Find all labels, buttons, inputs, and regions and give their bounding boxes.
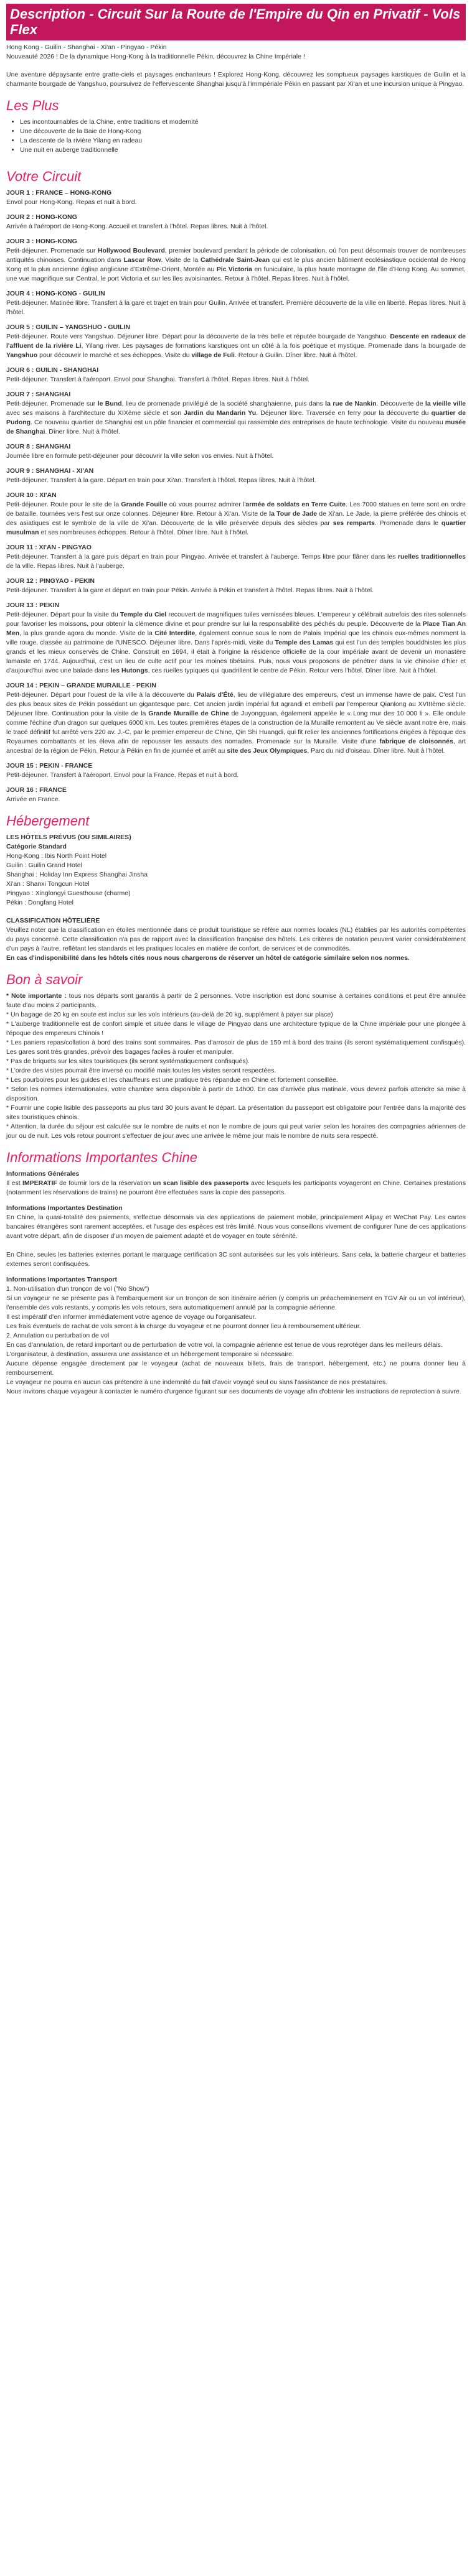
info-block-text: Il est IMPERATIF de fournir lors de la réservation un scan lisible des passeports avec lesquels les participants voyageront en Chine. Certaines prestations (notamment les réservations de trains) ne pourront être effectuées sans la copie des passeports. — [6, 1179, 466, 1196]
plus-item: • Les incontournables de la Chine, entre traditions et modernité — [20, 118, 466, 127]
hotel-line: Xi'an : Shanxi Tongcun Hotel — [6, 880, 90, 888]
day-title: JOUR 4 : HONG-KONG - GUILIN — [6, 290, 105, 297]
note-line: * Les paniers repas/collation à bord des trains sont sommaires. Pas d'arrosoir de plus de 150 ml à bord des trains (ils seront systématiquement confisqués). Les gares sont très grandes, prévoir des bagages faciles à rouler et manipuler. — [6, 1039, 466, 1056]
day-block — [6, 213, 466, 231]
note-line: * L'auberge traditionnelle est de confort simple et située dans le village de Pingyao dans une architecture typique de la Chine impériale pour une plongée à l'époque des empereurs Chinois ! — [6, 1020, 466, 1037]
day-text: Arrivée à l'aéroport de Hong-Kong. Accueil et transfert à l'hôtel. Repas libres. Nuit à l'hôtel. — [6, 223, 268, 230]
day-block — [6, 323, 466, 360]
intro-route: Hong Kong - Guilin - Shanghai - Xi'an - Pingyao - Pékin — [6, 44, 167, 51]
hotel-list — [6, 852, 466, 908]
day-block — [6, 601, 466, 676]
day-title: JOUR 8 : SHANGHAI — [6, 443, 71, 450]
day-text: Petit-déjeuner. Promenade sur le Bund, lieu de promenade privilégié de la société shanghaienne, puis dans la rue de Nankin. Découverte de la vieille ville avec ses maisons à l'architecture du XIXème siècle et son Jardin du Mandarin Yu. Déjeuner libre. Traversée en ferry pour la découverte du quartier de Pudong. Ce nouveau quartier de Shanghai est un pôle financier et commercial qui rassemble des entreprises de haute technologie. Visite du nouveau musée de Shanghai. Dîner libre. Nuit à l'hôtel. — [6, 400, 466, 435]
day-text: Petit-déjeuner. Route pour le site de la Grande Fouille où vous pourrez admirer l'armée de soldats en Terre Cuite. Les 7000 statues en terre sont en ordre de bataille, tournées vers l'est sur onze colonnes. Déjeuner libre. Retour à Xi'an. Visite de la Tour de Jade de Xi'an. Le Jade, la pierre préférée des chinois et des asiatiques est le symbole de la ville de Xi'an. Découverte de la ville préservée depuis des siècles par ses remparts. Promenade dans le quartier musulman et ses nombreuses échoppes. Retour à l'hôtel. Dîner libre. Nuit à l'hôtel. — [6, 501, 466, 536]
day-block — [6, 442, 466, 461]
class-text: Veuillez noter que la classification en étoiles mentionnée dans ce produit touristique se réfère aux normes locales (NL) établies par les autorités compétentes du pays concerné. Cette classification n'a pas de rapport avec la classification française des hôtels. Les critères de notation peuvent varier considérablement d'un pays à l'autre, reflétant les standards et les pratiques locales en matière de confort, de services et de commodités. — [6, 926, 466, 952]
day-title: JOUR 12 : PINGYAO - PEKIN — [6, 577, 95, 585]
day-title: JOUR 2 : HONG-KONG — [6, 213, 77, 221]
day-block — [6, 390, 466, 437]
day-text: Journée libre en formule petit-déjeuner pour découvrir la ville selon vos envies. Nuit à l'hôtel. — [6, 452, 274, 460]
page-title: Description - Circuit Sur la Route de l'Empire du Qin en Privatif - Vols Flex — [10, 6, 461, 37]
note-line: * Un bagage de 20 kg en soute est inclus sur les vols intérieurs (au-delà de 20 kg, supplément à payer sur place) — [6, 1011, 333, 1018]
plus-item: • La descente de la rivière Yilang en radeau — [20, 136, 466, 146]
page — [6, 4, 466, 1397]
day-block — [6, 786, 466, 804]
day-title: JOUR 1 : FRANCE – HONG-KONG — [6, 189, 112, 197]
hebergement-section — [6, 833, 466, 963]
day-text: Arrivée en France. — [6, 796, 60, 803]
day-block — [6, 237, 466, 284]
day-title: JOUR 3 : HONG-KONG — [6, 238, 77, 245]
day-title: JOUR 13 : PEKIN — [6, 602, 60, 609]
info-block-text: En Chine, la quasi-totalité des paiements, s'effectue désormais via des applications de paiement mobile, principalement Alipay et WeChat Pay. Les cartes bancaires étrangères sont rarement acceptées, et l'usage des espèces est très limité. Nous vous conseillons vivement de configurer l'une de ces applications avant votre départ, afin de disposer d'un moyen de paiement adapté et de voyager en toute sérénité. En Chine, seules les batteries externes portant le marquage certification 3C sont autorisées sur les vols intérieurs. Sans cela, la batterie chargeur et batteries externes seront confisquées. — [6, 1214, 466, 1268]
day-text: Petit-déjeuner. Transfert à la gare. Départ en train pour Xi'an. Transfert à l'hôtel. Repas libres. Nuit à l'hôtel. — [6, 477, 316, 484]
title-bar — [6, 4, 466, 40]
day-title: JOUR 14 : PEKIN – GRANDE MURAILLE - PEKIN — [6, 682, 156, 689]
day-text: Petit-déjeuner. Départ pour la visite du Temple du Ciel recouvert de magnifiques tuiles vernissées bleues. L'empereur y célébrait autrefois des rites solennels pour favoriser les moissons, pour obtenir la clémence divine et pour prendre sur lui la responsabilité des péchés du peuple. Découverte de la Place Tian An Men, la plus grande agora du monde. Visite de la Cité Interdite, également connue sous le nom de Palais Impérial que les chinois eux-mêmes nomment la ville rouge, classée au patrimoine de l'UNESCO. Déjeuner libre. Dans l'après-midi, visite du Temple des Lamas qui est l'un des temples bouddhistes les plus grands et les mieux conservés de Chine. Construit en 1694, il était à l'origine la résidence officielle de la cour impériale avant de devenir un monastère lamaïste en 1744. Aujourd'hui, c'est un lieu de culte actif pour les moines tibétains. Puis, nous vous proposons de pénétrer dans la vie chinoise d'hier et d'aujourd'hui avec une balade dans les Hutongs, ces ruelles typiques qui quadrillent le centre de Pékin. Retour vers l'hôtel. Dîner libre. Nuit à l'hôtel. — [6, 611, 466, 674]
day-block — [6, 761, 466, 780]
info-block — [6, 1169, 466, 1197]
day-text: Petit-déjeuner. Transfert à l'aéroport. Envol pour Shanghai. Transfert à l'hôtel. Repas libres. Nuit à l'hôtel. — [6, 376, 309, 383]
day-title: JOUR 9 : SHANGHAI - XI'AN — [6, 467, 94, 475]
info-block-title: Informations Importantes Transport — [6, 1276, 117, 1283]
day-title: JOUR 11 : XI'AN - PINGYAO — [6, 544, 92, 551]
plus-item: • Une découverte de la Baie de Hong-Kong — [20, 127, 466, 136]
bon-heading: Bon à savoir — [6, 972, 83, 987]
intro-news: Nouveauté 2026 ! De la dynamique Hong-Kong à la traditionnelle Pékin, découvrez la Chine Impériale ! — [6, 53, 305, 60]
plus-list — [6, 118, 466, 155]
hotel-line: Guilin : Guilin Grand Hotel — [6, 862, 82, 869]
hotels-category: Catégorie Standard — [6, 843, 67, 850]
info-block-title: Informations Générales — [6, 1170, 80, 1178]
hebergement-heading: Hébergement — [6, 813, 90, 829]
info-section — [6, 1169, 466, 1397]
day-title: JOUR 15 : PEKIN - FRANCE — [6, 762, 93, 770]
day-title: JOUR 7 : SHANGHAI — [6, 391, 71, 398]
circuit-heading: Votre Circuit — [6, 169, 82, 184]
hotel-line: Shanghai : Holiday Inn Express Shanghai Jinsha — [6, 871, 148, 878]
info-block-title: Informations Importantes Destination — [6, 1204, 123, 1212]
day-title: JOUR 10 : XI'AN — [6, 491, 57, 499]
bon-a-savoir-list — [6, 992, 466, 1141]
circuit-days — [6, 188, 466, 804]
day-title: JOUR 5 : GUILIN – YANGSHUO - GUILIN — [6, 323, 130, 331]
day-text: Petit-déjeuner. Transfert à l'aéroport. Envol pour la France. Repas et nuit à bord. — [6, 771, 239, 779]
note-line: * Les pourboires pour les guides et les chauffeurs est une pratique très répandue en Chine et fortement conseillée. — [6, 1076, 338, 1084]
info-block — [6, 1275, 466, 1397]
note-line: * Attention, la durée du séjour est calculée sur le nombre de nuits et non le nombre de jours qui peut varier selon les horaires des compagnies aériennes de jour ou de nuit. Les vols retour pourront s'effectuer de jour avec une arrivée le même jour mais le nombre de nuits sera respecté. — [6, 1123, 466, 1140]
day-text: Petit-déjeuner. Matinée libre. Transfert à la gare et trajet en train pour Guilin. Arrivée et transfert. Première découverte de la ville en liberté. Repas libres. Nuit à l'hôtel. — [6, 299, 466, 316]
day-block — [6, 188, 466, 207]
note-line: * Pas de briquets sur les sites touristiques (ils seront systématiquement confisqués). — [6, 1058, 250, 1065]
day-text: Petit-déjeuner. Route vers Yangshuo. Déjeuner libre. Départ pour la découverte de la très belle et réputée bourgade de Yangshuo. Descente en radeaux de l'affluent de la rivière Li, Yilang river. Les paysages de formations karstiques ont un côté à la fois poétique et mystique. Promenade dans la bourgade de Yangshuo pour découvrir le marché et ses échoppes. Visite du village de Fuli. Retour à Guilin. Dîner libre. Nuit à l'hôtel. — [6, 333, 466, 359]
note-line: * Note importante : tous nos départs sont garantis à partir de 2 personnes. Votre inscription est donc soumise à certaines conditions et peut être annulée faute d'au moins 2 participants. — [6, 992, 466, 1009]
day-block — [6, 491, 466, 537]
day-block — [6, 289, 466, 317]
hotels-title: LES HÔTELS PRÉVUS (OU SIMILAIRES) — [6, 834, 131, 841]
class-text-unavailability: En cas d'indisponibilité dans les hôtels cités nous nous chargerons de réserver un hôtel de catégorie similaire selon nos normes. — [6, 954, 410, 962]
note-line: * Selon les normes internationales, votre chambre sera disponible à partir de 14h00. En cas d'arrivée plus matinale, vous devrez parfois attendre sa mise à disposition. — [6, 1086, 466, 1102]
day-block — [6, 366, 466, 384]
intro — [6, 43, 466, 89]
day-title: JOUR 16 : FRANCE — [6, 786, 67, 794]
day-block — [6, 543, 466, 571]
intro-paragraph: Une aventure dépaysante entre gratte-ciels et paysages enchanteurs ! Explorez Hong-Kong, découvrez les somptueux paysages karstiques de Guilin et la charmante bourgade de Yangshuo, poursuivez de l'effervescente Shanghai jusqu'à l'immpériale Pékin en passant par Xi'an et une incursion unique à Pingyao. — [6, 71, 466, 88]
day-block — [6, 577, 466, 595]
note-line: * Fournir une copie lisible des passeports au plus tard 30 jours avant le départ. La présentation du passeport est obligatoire pour l'entrée dans la majorité des sites touristiques chinois. — [6, 1104, 466, 1121]
plus-heading: Les Plus — [6, 98, 59, 113]
info-heading: Informations Importantes Chine — [6, 1150, 197, 1165]
day-title: JOUR 6 : GUILIN - SHANGHAI — [6, 366, 99, 374]
day-block — [6, 467, 466, 485]
info-block — [6, 1204, 466, 1269]
day-text: Petit-déjeuner. Transfert à la gare puis départ en train pour Pingyao. Arrivée et transfert à l'auberge. Temps libre pour flâner dans les ruelles traditionnelles de la ville. Repas libres. Nuit à l'auberge. — [6, 553, 466, 570]
class-title: CLASSIFICATION HÔTELIÈRE — [6, 917, 100, 924]
info-block-text: 1. Non-utilisation d'un tronçon de vol ("No Show") Si un voyageur ne se présente pas à l'embarquement sur un tronçon de son itinéraire aérien (y compris un préacheminement en TGV Air ou un vol intérieur), l'ensemble des vols restants, y compris les vols retours, sera automatiquement annulé par la compagnie aérienne. Il est impératif d'en informer immédiatement votre agence de voyage ou l'organisateur. Les frais éventuels de rachat de vols seront à la charge du voyageur et ne pourront donner lieu à remboursement ultérieur. 2. Annulation ou perturbation de vol En cas d'annulation, de retard important ou de perturbation de votre vol, la compagnie aérienne est tenue de vous reprotéger dans les meilleurs délais. L'organisateur, à destination, assurera une assistance et un hébergement temporaire si nécessaire. Aucune dépense engagée directement par le voyageur (achat de nouveaux billets, frais de transport, hébergement, etc.) ne pourra donner lieu à remboursement. Le voyageur ne pourra en aucun cas prétendre à une indemnité du fait d'avoir voyagé seul ou sans l'assistance de nos prestataires. Nous invitons chaque voyageur à contacter le numéro d'urgence figurant sur ses documents de voyage afin d'obtenir les instructions de reprotection à suivre. — [6, 1285, 466, 1395]
day-text: Envol pour Hong-Kong. Repas et nuit à bord. — [6, 198, 137, 206]
hotel-line: Hong-Kong : Ibis North Point Hotel — [6, 852, 107, 860]
day-block — [6, 681, 466, 756]
hotel-line: Pékin : Dongfang Hotel — [6, 899, 73, 906]
day-text: Petit-déjeuner. Départ pour l'ouest de la ville à la découverte du Palais d'Été, lieu de villégiature des empereurs, c'est un immense havre de paix. C'est l'un des plus beaux sites de Pékin possédant un gigantesque parc. Cet ancien jardin impérial fut agrandi et embelli par l'empereur Qianlong au XVIIIème siècle. Déjeuner libre. Continuation pour la visite de la Grande Muraille de Chine de Juyongguan, également appelée le « Long mur des 10 000 li ». Elle ondule comme l'échine d'un dragon sur quelques 6000 km. Les toutes premières étapes de la construction de la Muraille remontent au Ve siècle avant notre ère, mais le tracé définitif fut arrêté vers 220 av. J.-C. par le premier empereur de Chine, Qin Shi Huangdi, qui fit relier les anciennes fortifications érigées à l'époque des Royaumes combattants et les éleva afin de repousser les assauts des nomades. Promenade sur la Muraille. Visite d'une fabrique de cloisonnés, art ancestral de la région de Pékin. Retour à Pékin en fin de journée et arrêt au site des Jeux Olympiques, Parc du nid d'oiseau. Dîner libre. Nuit à l'hôtel. — [6, 691, 466, 755]
note-line: * L'ordre des visites pourrait être inversé ou modifié mais toutes les visites seront respectées. — [6, 1067, 276, 1074]
hotel-line: Pingyao : Xinglongyi Guesthouse (charme) — [6, 890, 131, 897]
day-text: Petit-déjeuner. Promenade sur Hollywood Boulevard, premier boulevard pendant la période de colonisation, où l'on peut désormais trouver de nombreuses antiquités chinoises. Continuation dans Lascar Row. Visite de la Cathédrale Saint-Jean qui est le plus ancien bâtiment ecclésiastique occidental de Hong Kong et la plus ancienne église anglicane d'Extrême-Orient. Montée au Pic Victoria en funiculaire, la plus haute montagne de l'île d'Hong Kong. Au sommet, une vue magnifique sur Central, le port Victoria et sur les îles avoisinantes. Retour à l'hôtel. Repas libres. Nuit à l'hôtel. — [6, 247, 466, 282]
day-text: Petit-déjeuner. Transfert à la gare et départ en train pour Pékin. Arrivée à Pékin et transfert à l'hôtel. Repas libres. Nuit à l'hôtel. — [6, 587, 374, 594]
plus-item: • Une nuit en auberge traditionnelle — [20, 146, 466, 155]
